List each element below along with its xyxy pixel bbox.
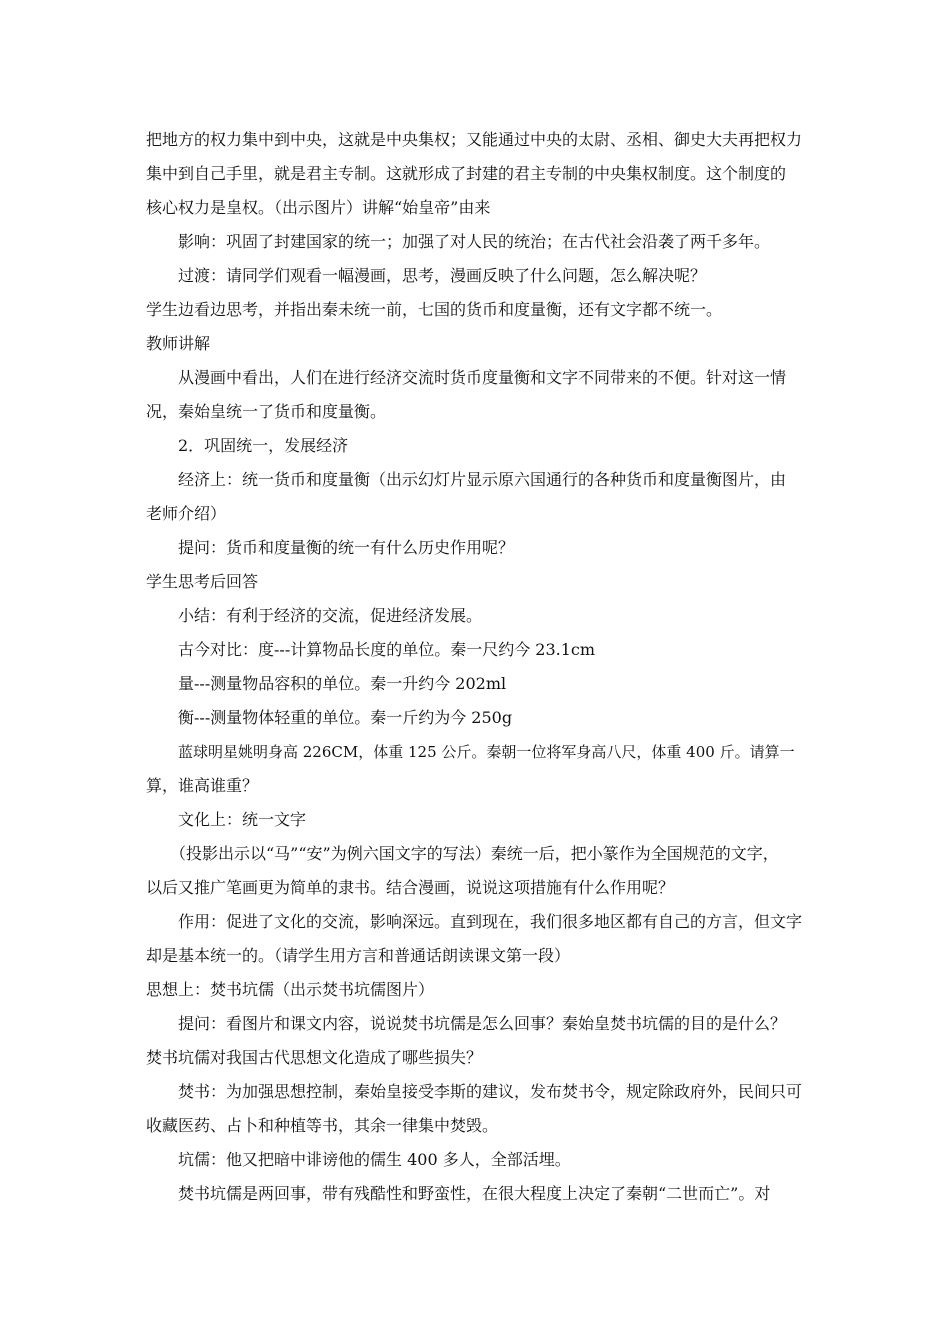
- text-line: 却是基本统一的。（请学生用方言和普通话朗读课文第一段）: [146, 946, 571, 965]
- text-line: 提问：货币和度量衡的统一有什么历史作用呢？: [178, 538, 515, 557]
- text-line: 思想上：焚书坑儒（出示焚书坑儒图片）: [146, 980, 435, 999]
- text-line: 影响：巩固了封建国家的统一；加强了对人民的统治；在古代社会沿袭了两千多年。: [178, 232, 771, 251]
- text-line: 作用：促进了文化的交流，影响深远。直到现在，我们很多地区都有自己的方言，但文字: [178, 912, 803, 931]
- text-line: 学生思考后回答: [146, 572, 259, 591]
- text-line: 衡---测量物体轻重的单位。秦一斤约为今 250g: [178, 708, 513, 727]
- text-line: 坑儒：他又把暗中诽谤他的儒生 400 多人，全部活埋。: [178, 1150, 571, 1169]
- text-line: 提问：看图片和课文内容，说说焚书坑儒是怎么回事？秦始皇焚书坑儒的目的是什么？: [178, 1014, 787, 1033]
- text-line: 把地方的权力集中到中央，这就是中央集权；又能通过中央的太尉、丞相、御史大夫再把权力: [146, 130, 803, 149]
- text-line: 小结：有利于经济的交流，促进经济发展。: [178, 606, 483, 625]
- text-line: 核心权力是皇权。（出示图片）讲解“始皇帝”由来: [146, 198, 491, 217]
- text-line: 以后又推广笔画更为简单的隶书。结合漫画，说说这项措施有什么作用呢？: [146, 878, 675, 897]
- text-line: 文化上：统一文字: [178, 810, 307, 829]
- text-line: 集中到自己手里，就是君主专制。这就形成了封建的君主专制的中央集权制度。这个制度的: [146, 164, 787, 183]
- text-line: 焚书：为加强思想控制，秦始皇接受李斯的建议，发布焚书令，规定除政府外，民间只可: [178, 1082, 803, 1101]
- text-line: 算，谁高谁重？: [146, 776, 259, 795]
- text-line: 收藏医药、占卜和种植等书，其余一律集中焚毁。: [146, 1116, 499, 1135]
- text-line: 过渡：请同学们观看一幅漫画，思考，漫画反映了什么问题，怎么解决呢？: [178, 266, 707, 285]
- text-line: 焚书坑儒是两回事，带有残酷性和野蛮性，在很大程度上决定了秦朝“二世而亡”。对: [178, 1184, 771, 1203]
- text-line: 况，秦始皇统一了货币和度量衡。: [146, 402, 387, 421]
- text-line: 量---测量物品容积的单位。秦一升约今 202ml: [178, 674, 507, 693]
- text-line: 老师介绍）: [146, 504, 227, 523]
- text-line: 焚书坑儒对我国古代思想文化造成了哪些损失？: [146, 1048, 483, 1067]
- text-line: 经济上：统一货币和度量衡（出示幻灯片显示原六国通行的各种货币和度量衡图片，由: [178, 470, 787, 489]
- text-line: 教师讲解: [146, 334, 211, 353]
- text-line: 学生边看边思考，并指出秦未统一前，七国的货币和度量衡，还有文字都不统一。: [146, 300, 723, 319]
- text-line: （投影出示以“马”“安”为例六国文字的写法）秦统一后，把小篆作为全国规范的文字，: [170, 844, 779, 863]
- text-line: 蓝球明星姚明身高 226CM，体重 125 公斤。秦朝一位将军身高八尺，体重 400 斤。请算一: [178, 743, 795, 761]
- text-line: 古今对比：度---计算物品长度的单位。秦一尺约今 23.1cm: [178, 640, 596, 659]
- text-line: 从漫画中看出，人们在进行经济交流时货币度量衡和文字不同带来的不便。针对这一情: [178, 368, 787, 387]
- section-heading: 2．巩固统一，发展经济: [178, 436, 349, 455]
